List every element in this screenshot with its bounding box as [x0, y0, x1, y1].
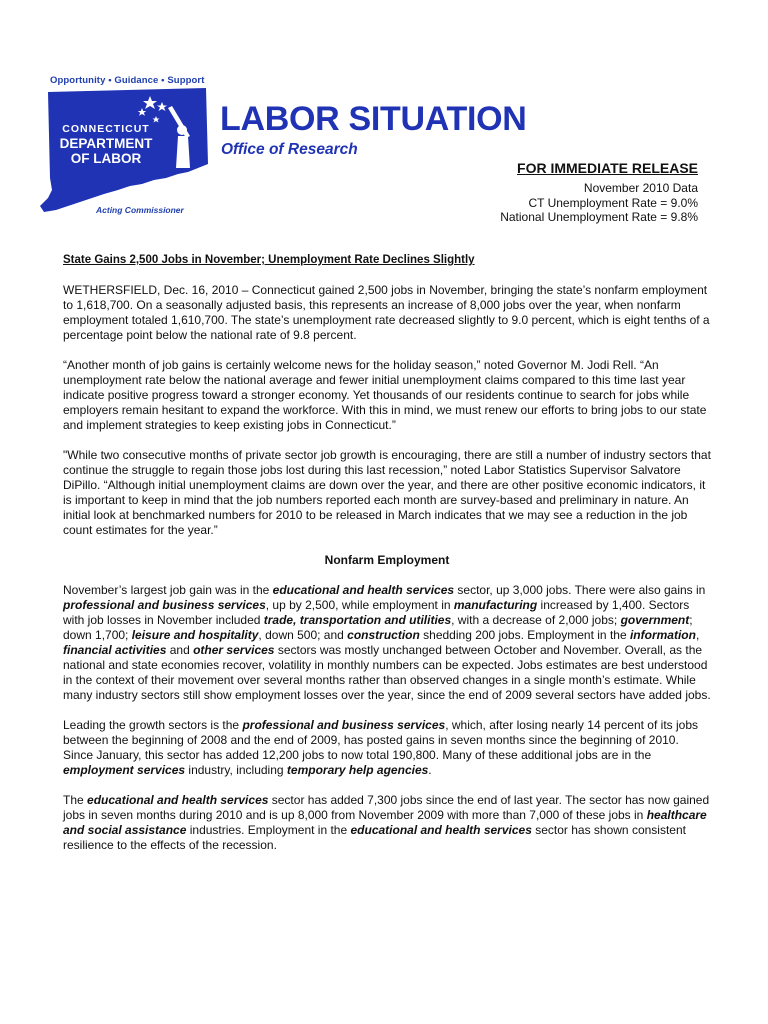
sector-keyword: healthcare and social assistance: [63, 808, 707, 837]
paragraph-text: November’s largest job gain was in the: [63, 583, 273, 597]
release-label: FOR IMMEDIATE RELEASE: [517, 160, 698, 176]
paragraph-text: shedding 200 jobs. Employment in the: [419, 628, 630, 642]
logo-subtitle: Acting Commissioner: [96, 205, 184, 215]
sector-keyword: employment services: [63, 763, 186, 777]
paragraph-job-gains: [63, 583, 711, 703]
national-unemployment-rate: National Unemployment Rate = 9.8%: [500, 210, 698, 224]
logo-line-connecticut: CONNECTICUT: [62, 123, 150, 135]
paragraph-text: increased by 1,400. Sectors with job losses in November included: [63, 598, 690, 627]
sector-keyword: leisure and hospitality: [131, 628, 259, 642]
paragraph-text: , which, after losing nearly 14 percent of its jobs between the beginning of 2008 and the end of 2009, has posted gains in seven months since the beginning of 2010. Since January, this sector has added 12,200 jobs to now total 190,800. Many of these additional jobs are in the: [63, 718, 698, 762]
ct-unemployment-rate: CT Unemployment Rate = 9.0%: [528, 195, 698, 210]
paragraph-education-health: [63, 793, 711, 853]
paragraph-text: , down 500; and: [258, 628, 348, 642]
paragraph-text: , with a decrease of 2,000 jobs;: [451, 613, 621, 627]
paragraph-text: ; down 1,700;: [63, 613, 693, 642]
sector-keyword: financial activities: [63, 643, 167, 657]
sector-keyword: other services: [193, 643, 275, 657]
paragraph-supervisor-quote: "While two consecutive months of private sector job growth is encouraging, there are still a number of industry sectors that continue the struggle to regain those jobs lost during this last recession,” noted Labor Statistics Supervisor Salvatore DiPillo. “Although initial unemployment claims are down over the year, and there are other positive economic indicators, it is important to keep in mind that the job numbers reported each month are survey-based and preliminary in nature. An initial look at benchmarked numbers for 2010 to be released in March indicates that we may see a reduction in the job count estimates for the year.”: [63, 448, 711, 537]
section-title-nonfarm: Nonfarm Employment: [324, 553, 450, 567]
press-release-body: [63, 253, 711, 868]
sector-keyword: professional and business services: [63, 598, 266, 612]
paragraph-text: industries. Employment in the: [186, 823, 351, 837]
paragraph-text: sector, up 3,000 jobs. There were also gains in: [454, 583, 706, 597]
paragraph-text: sector has added 7,300 jobs since the end of last year. The sector has now gained jobs in seven months during 2010 and is up 8,000 from November 2009 with more than 7,000 of these jobs in: [63, 793, 710, 822]
ct-dol-logo: [38, 86, 208, 216]
page-title: LABOR SITUATION: [220, 100, 527, 138]
paragraph-text: .: [428, 763, 432, 777]
paragraph-text: , up by 2,500, while employment in: [265, 598, 454, 612]
paragraph-text: Leading the growth sectors is the: [63, 718, 243, 732]
paragraph-text: sectors was mostly unchanged between October and November. Overall, as the national and state economies recover, volatility in monthly numbers can be expected. Jobs estimates are best understood in the context of their movement over several months rather than observed changes in a single month’s estimate. While many industry sectors still show employment losses over the year, since the end of 2009 several sectors have added jobs.: [63, 643, 711, 702]
paragraph-growth-sectors: [63, 718, 711, 778]
paragraph-text: and: [166, 643, 194, 657]
sector-keyword: information: [629, 628, 696, 642]
paragraph-text: ,: [695, 628, 700, 642]
paragraph-text: The: [63, 793, 88, 807]
release-meta: [500, 181, 698, 225]
data-month: November 2010 Data: [583, 181, 698, 195]
sector-keyword: educational and health services: [350, 823, 532, 837]
sector-keyword: temporary help agencies: [286, 763, 429, 777]
sector-keyword: educational and health services: [272, 583, 455, 597]
paragraph-text: industry, including: [185, 763, 287, 777]
sector-keyword: professional and business services: [242, 718, 446, 732]
headline: State Gains 2,500 Jobs in November; Unemployment Rate Declines Slightly: [63, 254, 475, 266]
sector-keyword: government: [620, 613, 690, 627]
paragraph-governor-quote: “Another month of job gains is certainly welcome news for the holiday season,” noted Governor M. Jodi Rell. “An unemployment rate below the national average and fewer initial unemployment claims compared to this time last year indicate positive progress toward a stronger economy. Yet thousands of our residents continue to search for jobs while employers remain hesitant to expand the workforce. With this in mind, we must renew our efforts to bring jobs to our state and implement strategies to keep existing jobs in Connecticut.”: [63, 358, 707, 432]
logo-tagline: Opportunity • Guidance • Support: [50, 75, 205, 86]
sector-keyword: trade, transportation and utilities: [263, 613, 452, 627]
sector-keyword: educational and health services: [87, 793, 269, 807]
paragraph-intro: WETHERSFIELD, Dec. 16, 2010 – Connecticut gained 2,500 jobs in November, bringing the state’s nonfarm employment to 1,618,700. On a seasonally adjusted basis, this represents an increase of 8,000 jobs over the year, when nonfarm employment totaled 1,610,700. The state’s unemployment rate decreased slightly to 9.0 percent, which is eight tenths of a percentage point below the national rate of 9.8 percent.: [63, 283, 710, 342]
page-subtitle: Office of Research: [221, 141, 358, 158]
sector-keyword: construction: [347, 628, 420, 642]
paragraph-text: sector has shown consistent resilience to the effects of the recession.: [63, 823, 686, 852]
logo-line-of-labor: OF LABOR: [70, 151, 142, 166]
logo-line-department: DEPARTMENT: [59, 136, 153, 151]
sector-keyword: manufacturing: [453, 598, 538, 612]
